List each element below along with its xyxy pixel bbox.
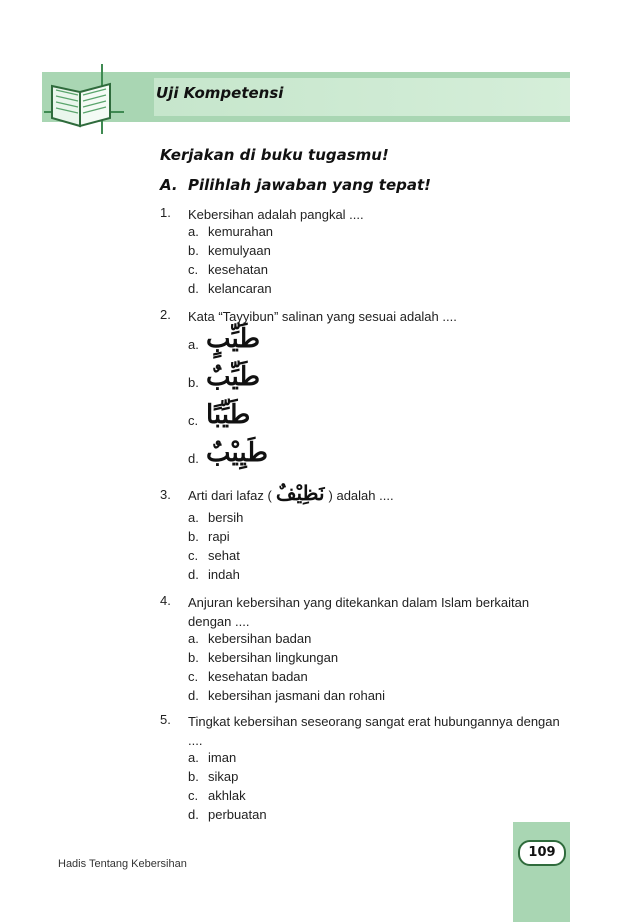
option-letter: d. — [188, 567, 199, 582]
option-text: perbuatan — [208, 807, 267, 822]
option — [188, 688, 385, 703]
option-text: sikap — [208, 769, 239, 784]
option — [188, 631, 311, 646]
option-letter: a. — [188, 510, 199, 525]
option-letter: a. — [188, 224, 199, 239]
option — [188, 769, 238, 784]
option-letter: d. — [188, 807, 199, 822]
option-letter: c. — [188, 548, 199, 563]
option — [188, 262, 268, 277]
option-text: kebersihan badan — [208, 631, 312, 646]
arabic-option: طَيِيْبٌ — [206, 438, 268, 468]
option-letter: d. — [188, 281, 199, 296]
section-letter: A. — [160, 176, 178, 194]
question-number: 2. — [160, 307, 171, 322]
instruction-text: Kerjakan di buku tugasmu! — [160, 146, 389, 164]
option-letter: a. — [188, 337, 199, 352]
option — [188, 510, 243, 525]
section-title: Pilihlah jawaban yang tepat! — [188, 176, 432, 194]
option-text: kesehatan — [208, 262, 268, 277]
option — [188, 650, 338, 665]
question-text — [188, 481, 570, 505]
question-number: 3. — [160, 487, 171, 502]
page-number-badge: 109 — [518, 840, 566, 866]
question-text-before: Arti dari lafaz ( — [188, 488, 272, 503]
option-letter: b. — [188, 375, 199, 390]
question-text: Kebersihan adalah pangkal .... — [188, 207, 364, 222]
option-letter: c. — [188, 788, 199, 803]
option — [188, 807, 267, 822]
arabic-option: طَيِّبٌ — [206, 362, 261, 392]
option — [188, 788, 246, 803]
option-text: rapi — [208, 529, 230, 544]
option-text: kemurahan — [208, 224, 274, 239]
option-letter: c. — [188, 669, 199, 684]
question-text-after: ) adalah .... — [328, 488, 394, 503]
question-text: Anjuran kebersihan yang ditekankan dalam Islam berkaitan dengan .... — [188, 595, 530, 629]
option-text: kelancaran — [208, 281, 272, 296]
option-text: indah — [208, 567, 240, 582]
option — [188, 224, 273, 239]
option — [188, 548, 240, 563]
arabic-term: نَظِيْفٌ — [275, 481, 325, 505]
option-letter: d. — [188, 451, 199, 466]
option-text: kemulyaan — [208, 243, 271, 258]
banner-title: Uji Kompetensi — [156, 84, 284, 102]
option — [188, 529, 230, 544]
page-side-bar — [513, 822, 570, 922]
option-letter: c. — [188, 413, 199, 428]
option-letter: b. — [188, 769, 199, 784]
option-letter: b. — [188, 243, 199, 258]
option-text: sehat — [208, 548, 240, 563]
footer-chapter-title: Hadis Tentang Kebersihan — [58, 858, 187, 870]
arabic-option: طَيِّبًا — [206, 400, 251, 430]
option — [188, 669, 308, 684]
option-letter: d. — [188, 688, 199, 703]
option-letter: a. — [188, 631, 199, 646]
option-text: kesehatan badan — [208, 669, 308, 684]
question-text: Kata “Tayyibun” salinan yang sesuai adalah .... — [188, 309, 457, 324]
section-heading — [160, 176, 431, 194]
option-letter: b. — [188, 650, 199, 665]
question-number: 4. — [160, 593, 171, 608]
arabic-option: طَيِّبٍ — [206, 324, 261, 354]
option — [188, 281, 272, 296]
option-text: iman — [208, 750, 237, 765]
option-text: akhlak — [208, 788, 246, 803]
option — [188, 243, 271, 258]
option-text: kebersihan jasmani dan rohani — [208, 688, 386, 703]
option — [188, 567, 240, 582]
question-number: 5. — [160, 712, 171, 727]
option-text: kebersihan lingkungan — [208, 650, 339, 665]
option-letter: a. — [188, 750, 199, 765]
open-book-icon — [44, 64, 124, 134]
option-letter: c. — [188, 262, 199, 277]
question-number: 1. — [160, 205, 171, 220]
question-text: Tingkat kebersihan seseorang sangat erat hubungannya dengan .... — [188, 714, 560, 748]
option — [188, 750, 236, 765]
option-text: bersih — [208, 510, 244, 525]
option-letter: b. — [188, 529, 199, 544]
